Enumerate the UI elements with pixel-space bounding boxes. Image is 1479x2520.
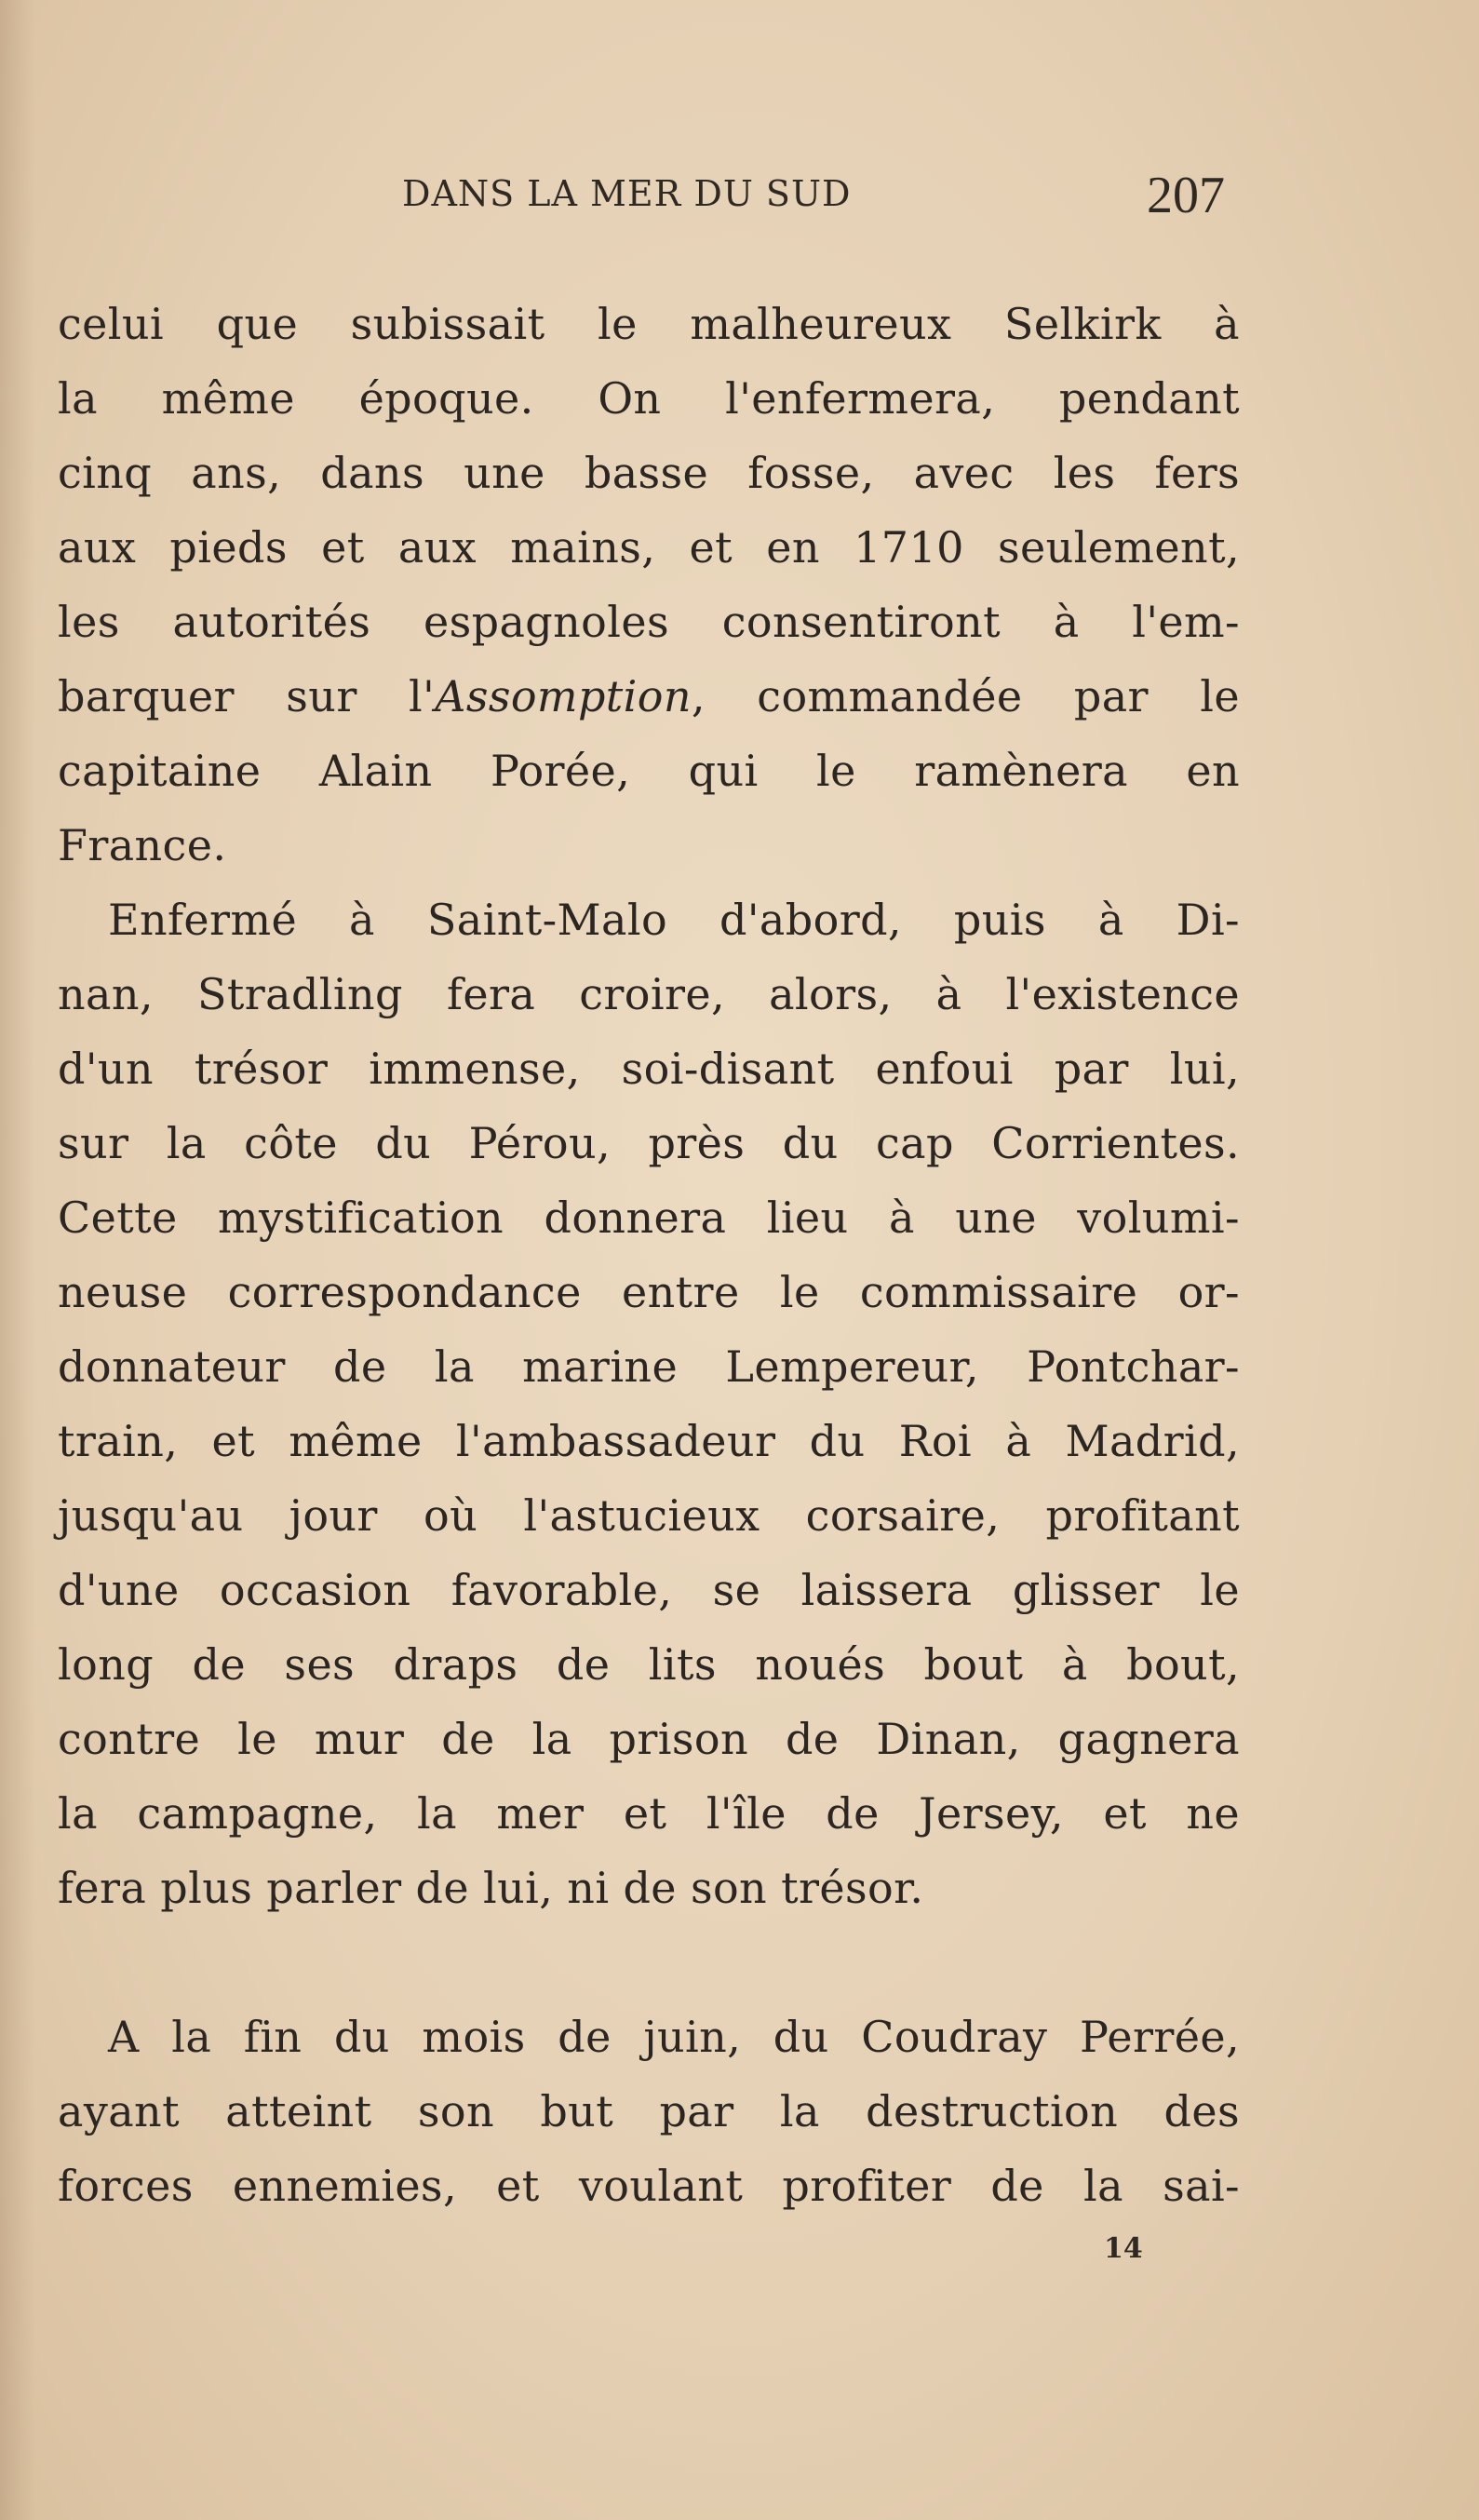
text-segment: barquer sur l'	[58, 671, 436, 721]
text-line: Cette mystification donnera lieu à une volumi-	[58, 1193, 1240, 1243]
text-line: contre le mur de la prison de Dinan, gagnera	[58, 1714, 1240, 1764]
text-line: celui que subissait le malheureux Selkirk à	[58, 299, 1240, 349]
signature-mark: 14	[1104, 2232, 1143, 2265]
body-text	[58, 287, 1240, 2223]
text-line: sur la côte du Pérou, près du cap Corrientes.	[58, 1118, 1240, 1168]
text-line: la même époque. On l'enfermera, pendant	[58, 373, 1240, 424]
paragraph-1	[58, 287, 1240, 883]
text-line: capitaine Alain Porée, qui le ramènera en	[58, 746, 1240, 796]
page-number: 207	[1147, 167, 1225, 224]
text-line: les autorités espagnoles consentiront à l'em-	[58, 597, 1240, 647]
text-line: d'un trésor immense, soi-disant enfoui par lui,	[58, 1044, 1240, 1094]
text-line: forces ennemies, et voulant profiter de la sai-	[58, 2161, 1240, 2211]
text-line: Enfermé à Saint-Malo d'abord, puis à Di-	[108, 895, 1240, 945]
text-line: fera plus parler de lui, ni de son trésor.	[58, 1863, 924, 1913]
text-line: ayant atteint son but par la destruction des	[58, 2086, 1240, 2136]
text-line: nan, Stradling fera croire, alors, à l'existence	[58, 969, 1240, 1019]
text-line: France.	[58, 820, 227, 870]
running-title: DANS LA MER DU SUD	[402, 173, 852, 214]
text-line: la campagne, la mer et l'île de Jersey, et ne	[58, 1788, 1240, 1839]
paragraph-2	[58, 883, 1240, 1925]
text-line: cinq ans, dans une basse fosse, avec les fers	[58, 448, 1240, 498]
text-line: d'une occasion favorable, se laissera glisser le	[58, 1565, 1240, 1615]
section-gap	[58, 1925, 1240, 2000]
ship-name-italic: Assomption	[435, 671, 692, 721]
text-line: train, et même l'ambassadeur du Roi à Madrid,	[58, 1416, 1240, 1466]
text-line: jusqu'au jour où l'astucieux corsaire, profitant	[58, 1490, 1240, 1541]
paragraph-3	[58, 2000, 1240, 2223]
text-line: neuse correspondance entre le commissaire or-	[58, 1267, 1240, 1317]
text-line: A la fin du mois de juin, du Coudray Perrée,	[108, 2012, 1240, 2062]
text-line: long de ses draps de lits noués bout à bout,	[58, 1639, 1240, 1690]
text-line: donnateur de la marine Lempereur, Pontchar-	[58, 1341, 1240, 1392]
text-segment: , commandée par le	[691, 671, 1240, 721]
text-line: aux pieds et aux mains, et en 1710 seulement,	[58, 522, 1240, 573]
text-line	[58, 659, 1240, 734]
running-head	[0, 166, 1479, 231]
